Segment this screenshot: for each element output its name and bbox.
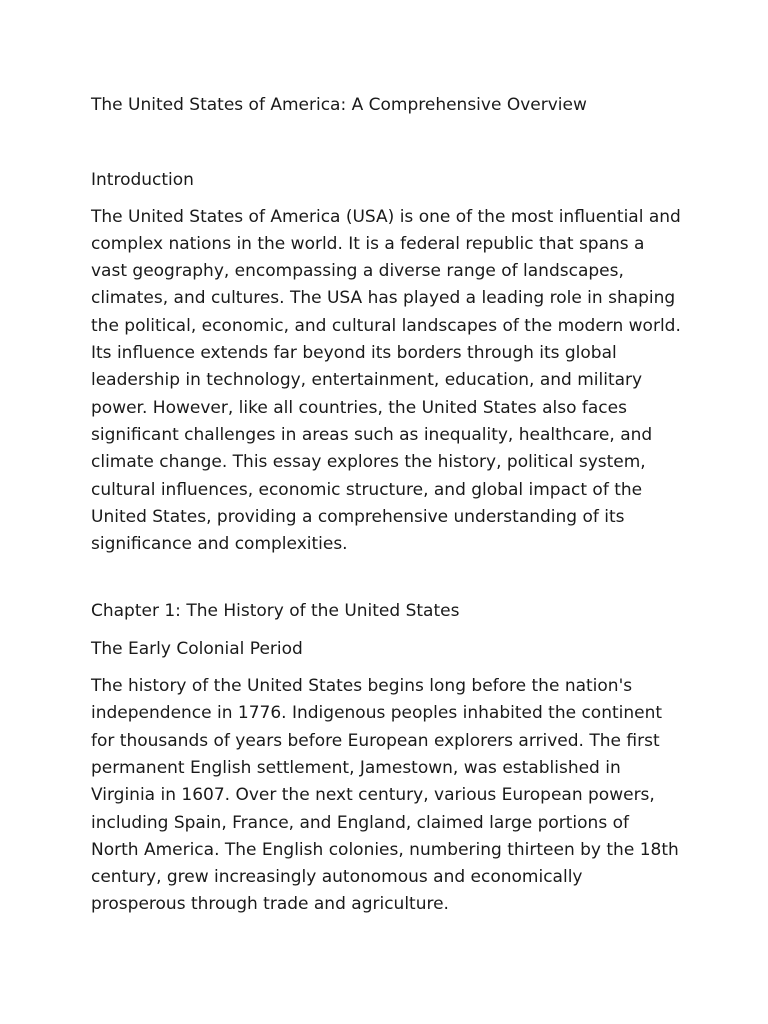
document-title: The United States of America: A Comprehensive Overview xyxy=(91,95,587,115)
early-colonial-period-heading: The Early Colonial Period xyxy=(91,638,303,659)
document-body xyxy=(91,92,681,919)
introduction-paragraph: The United States of America (USA) is one of the most influential and complex nations in the world. It is a federal republic that spans a vast geography, encompassing a diverse range of landscapes, climates, and cultures. The USA has played a leading role in shaping the political, economic, and cultural landscapes of the modern world. Its influence extends far beyond its borders through its global leadership in technology, entertainment, education, and military power. However, like all countries, the United States also faces significant challenges in areas such as inequality, healthcare, and climate change. This essay explores the history, political system, cultural influences, economic structure, and global impact of the United States, providing a comprehensive understanding of its significance and complexities. xyxy=(91,206,681,555)
chapter-1-heading: Chapter 1: The History of the United States xyxy=(91,601,460,622)
early-colonial-period-paragraph: The history of the United States begins long before the nation's independence in 1776. Indigenous peoples inhabited the continent for thousands of years before European explorers arrived. The first permanent English settlement, Jamestown, was established in Virginia in 1607. Over the next century, various European powers, including Spain, France, and England, claimed large portions of North America. The English colonies, numbering thirteen by the 18th century, grew increasingly autonomous and economically prosperous through trade and agriculture. xyxy=(91,676,679,915)
introduction-heading: Introduction xyxy=(91,170,194,191)
